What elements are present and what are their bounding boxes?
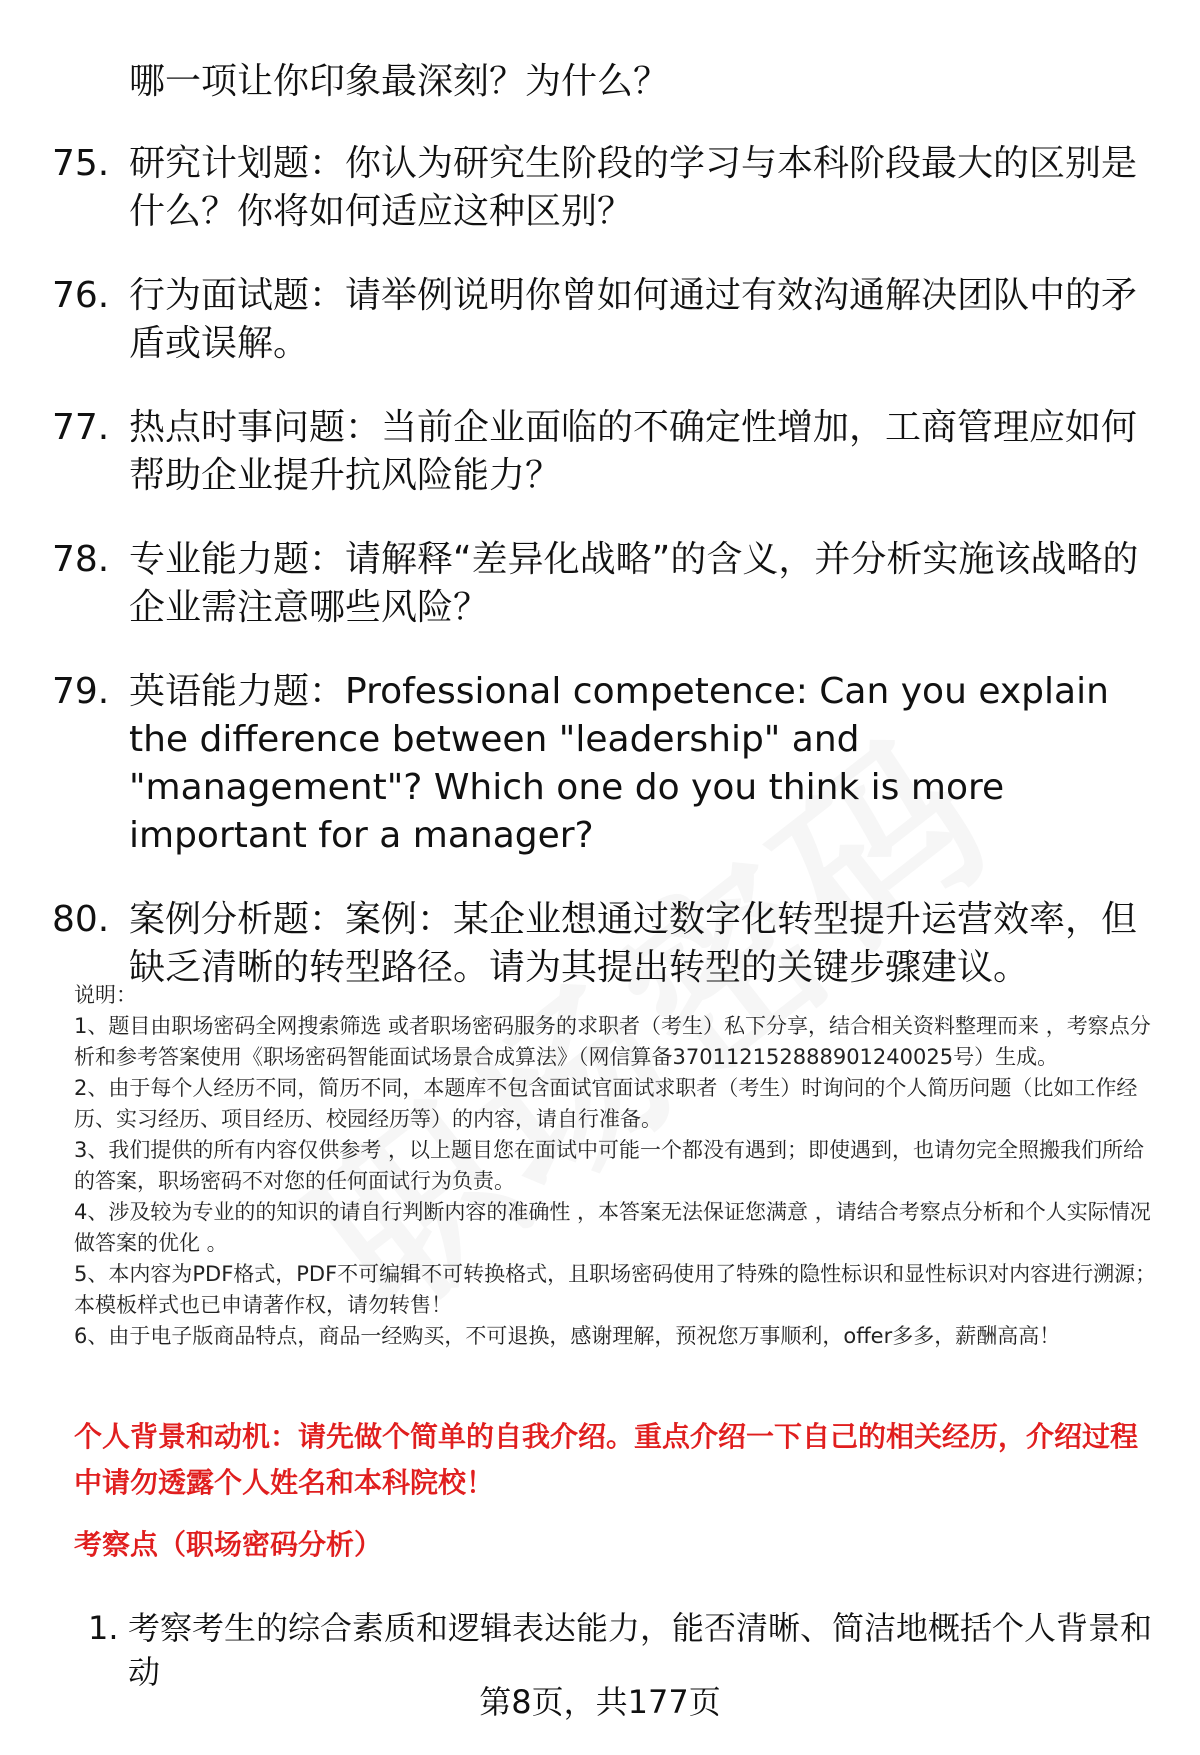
notes-block	[74, 980, 1159, 1352]
question-type: 英语能力题：	[129, 671, 346, 712]
note-item: 5、本内容为PDF格式，PDF不可编辑不可转换格式，且职场密码使用了特殊的隐性标识和显性标识对内容进行溯源；本模板样式也已申请著作权，请勿转售！	[74, 1262, 1157, 1317]
page-footer: 第8页，共177页	[479, 1683, 721, 1721]
note-item: 2、由于每个人经历不同，简历不同，本题库不包含面试官面试求职者（考生）时询问的个人简历问题（比如工作经历、实习经历、项目经历、校园经历等）的内容，请自行准备。	[74, 1076, 1138, 1131]
analysis-text: 考察考生的综合素质和逻辑表达能力，能否清晰、简洁地概括个人背景和动	[128, 1609, 1153, 1691]
question-text: 请举例说明你曾如何通过有效沟通解决团队中的矛盾或误解。	[129, 275, 1138, 364]
question-text: 你认为研究生阶段的学习与本科阶段最大的区别是什么？你将如何适应这种区别？	[129, 143, 1138, 232]
question-number: 76.	[52, 275, 110, 316]
note-item: 6、由于电子版商品特点，商品一经购买，不可退换，感谢理解，预祝您万事顺利，offer多多，薪酬高高！	[74, 1324, 1061, 1348]
section-title: 个人背景和动机：请先做个简单的自我介绍。重点介绍一下自己的相关经历，介绍过程中请勿透露个人姓名和本科院校！	[74, 1420, 1139, 1499]
note-item: 1、题目由职场密码全网搜索筛选 或者职场密码服务的求职者（考生）私下分享，结合相关资料整理而来 ，考察点分析和参考答案使用《职场密码智能面试场景合成算法》（网信算备370112152888901240025号）生成。	[74, 1014, 1151, 1069]
note-item: 3、我们提供的所有内容仅供参考 ，以上题目您在面试中可能一个都没有遇到；即使遇到，也请勿完全照搬我们所给的答案，职场密码不对您的任何面试行为负责。	[74, 1138, 1145, 1193]
question-text: 请解释“差异化战略”的含义，并分析实施该战略的企业需注意哪些风险？	[129, 539, 1139, 628]
note-item: 4、涉及较为专业的的知识的请自行判断内容的准确性 ，本答案无法保证您满意 ，请结合考察点分析和个人实际情况做答案的优化 。	[74, 1200, 1151, 1255]
question-number: 80.	[52, 899, 110, 940]
question-number: 78.	[52, 539, 110, 580]
question-text: Professional competence: Can you explain the difference between "leadership" and "management"? Which one do you think is more important for a manager?	[129, 671, 1109, 856]
question-text: 当前企业面临的不确定性增加，工商管理应如何帮助企业提升抗风险能力？	[129, 407, 1138, 496]
question-type: 专业能力题：	[129, 539, 346, 580]
question-text: 案例：某企业想通过数字化转型提升运营效率，但缺乏清晰的转型路径。请为其提出转型的关键步骤建议。	[129, 899, 1138, 988]
question-type: 行为面试题：	[129, 275, 346, 316]
question-continuation: 哪一项让你印象最深刻？为什么？	[129, 61, 670, 102]
question-item	[52, 404, 1152, 500]
question-number: 77.	[52, 407, 110, 448]
question-item	[52, 140, 1152, 236]
question-item	[52, 668, 1152, 860]
notes-heading: 说明：	[74, 983, 137, 1007]
question-number: 75.	[52, 143, 110, 184]
section-subtitle: 考察点（职场密码分析）	[74, 1528, 383, 1561]
question-type: 案例分析题：	[129, 899, 346, 940]
question-number: 79.	[52, 671, 110, 712]
question-item	[52, 272, 1152, 368]
question-item	[52, 896, 1152, 992]
analysis-number: 1.	[88, 1609, 119, 1647]
question-item	[52, 536, 1152, 632]
question-type: 研究计划题：	[129, 143, 346, 184]
question-list	[52, 140, 1152, 1028]
question-type: 热点时事问题：	[129, 407, 382, 448]
